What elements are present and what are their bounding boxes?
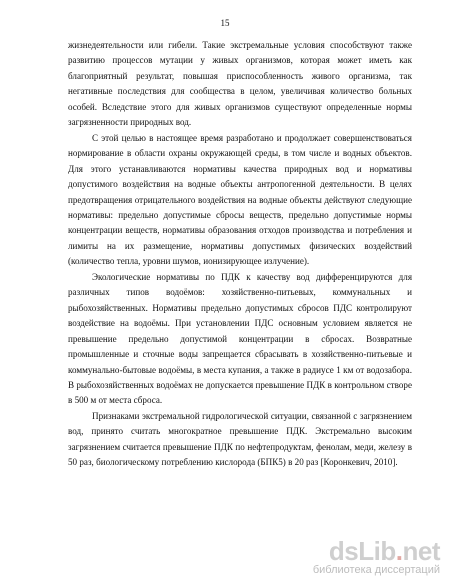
page-number: 15: [220, 18, 230, 28]
paragraph-3: Экологические нормативы по ПДК к качеству вод дифференцируются для различных типов водоёмов: хозяйственно-питьевых, коммунальных и рыбохозяйственных. Нормативы предельно допустимых сбросов ПДС контролируют воздействие на водоёмы. При установлении ПДС основным условием является не превышение предельно допустимой концентрации в сбросах. Возвратные промышленные и сточные воды запрещается сбрасывать в хозяйственно-питьевые и коммунально-бытовые водоёмы, в места купания, а также в радиусе 1 км от водозабора. В рыбохозяйственных водоёмах не допускается превышение ПДК в контрольном створе в 500 м от места сброса.: [68, 271, 412, 406]
watermark-subtitle: библиотека диссертаций: [312, 564, 440, 576]
watermark-logo: [313, 538, 440, 564]
paragraph-2: С этой целью в настоящее время разработано и продолжает совершенствоваться нормирование в области охраны окружающей среды, в том числе и водных объектов. Для этого устанавливаются нормативы качества природных вод и нормативы допустимого воздействия на водные объекты антропогенной деятельности. В целях предотвращения отрицательного воздействия на водные объекты действуют следующие нормативы: предельно допустимые сбросы веществ, предельно допустимые нормы концентрации веществ, нормативы образования отходов производства и потребления и лимиты на их размещение, нормативы допустимых физических воздействий (количество тепла, уровни шумов, ионизирующее излучение).: [68, 132, 412, 267]
watermark-logo-pre: dsLib: [328, 536, 396, 566]
paragraph-4: Признаками экстремальной гидрологической ситуации, связанной с загрязнением вод, принято считать многократное превышение ПДК. Экстремально высоким загрязнением считается превышение ПДК по нефтепродуктам, фенолам, меди, железу в 50 раз, биологическому потреблению кислорода (БПК5) в 20 раз [Коронкевич, 2010].: [68, 410, 412, 468]
watermark-logo-post: net: [402, 536, 440, 566]
document-body: [68, 38, 412, 471]
paragraph-1: жизнедеятельности или гибели. Такие экстремальные условия способствуют также развитию процессов мутации у живых организмов, которая может иметь как благоприятный результат, повышая приспособленность живого организма, так негативные последствия для сообщества в целом, увеличивая количество больных особей. Вследствие этого для живых организмов существуют определенные нормы загрязненности природных вод.: [68, 40, 412, 128]
watermark-logo-dot: .: [395, 536, 403, 566]
dslib-watermark: [313, 538, 440, 576]
